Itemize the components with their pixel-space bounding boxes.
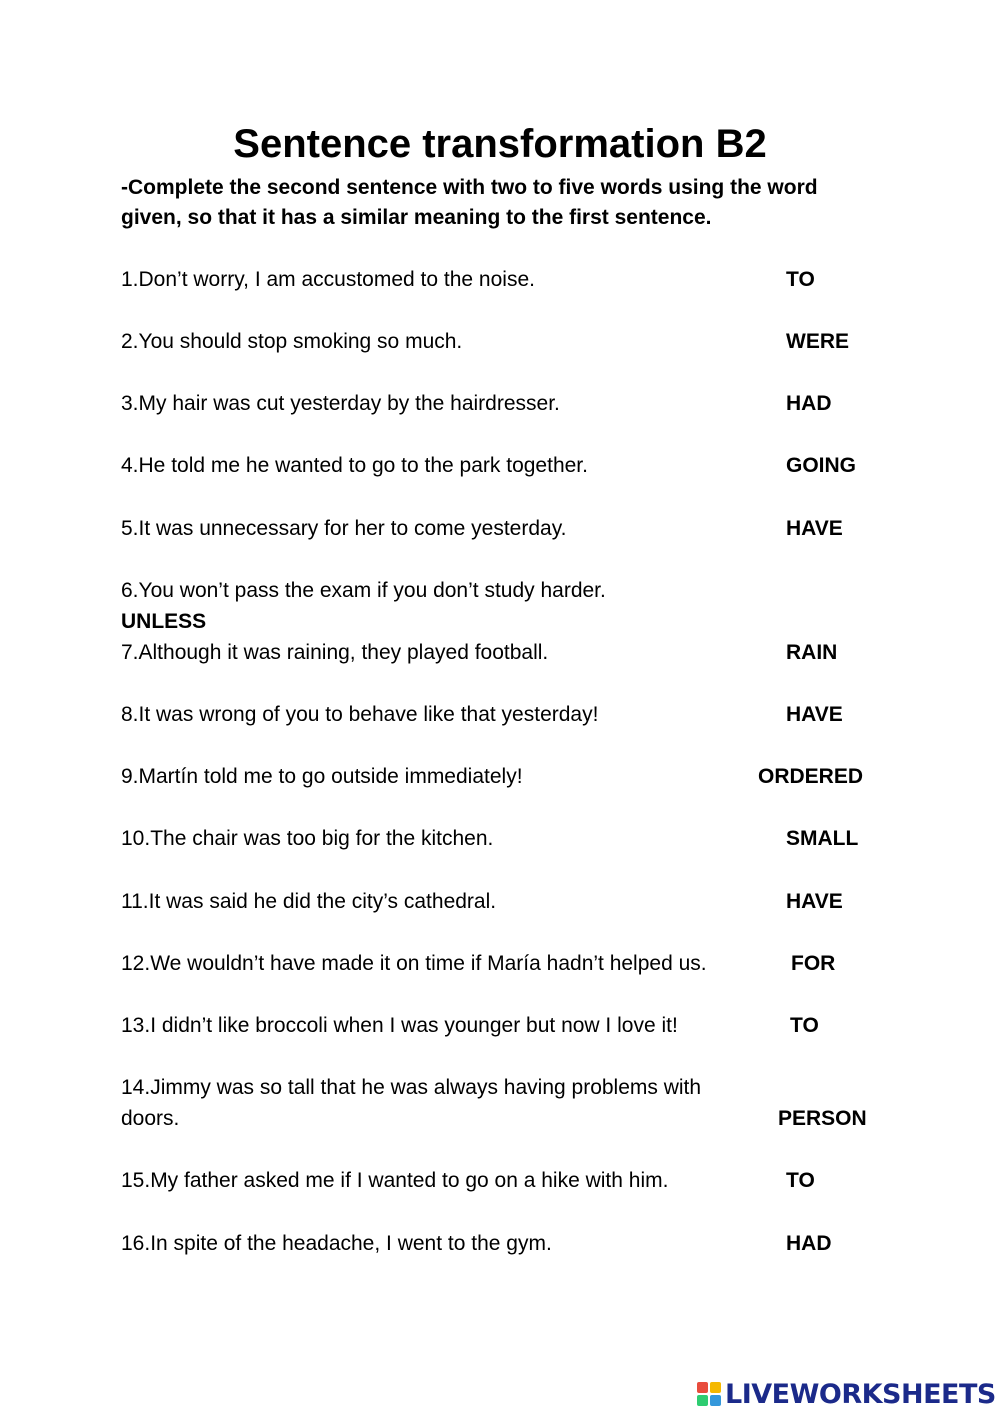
key-word-8: HAVE <box>786 703 843 726</box>
page-title: Sentence transformation B2 <box>233 122 767 166</box>
exercise-sentence-11: 11.It was said he did the city’s cathedral. <box>121 890 497 913</box>
instructions: -Complete the second sentence with two to five words using the word given, so that it has a similar meaning to the first sentence. <box>121 176 818 229</box>
key-word-1: TO <box>786 268 815 291</box>
exercise-sentence-6: 6.You won’t pass the exam if you don’t study harder. <box>121 579 606 602</box>
exercise-sentence-8: 8.It was wrong of you to behave like that yesterday! <box>121 703 599 726</box>
key-word-3: HAD <box>786 392 832 415</box>
exercise-sentence-15: 15.My father asked me if I wanted to go on a hike with him. <box>121 1169 669 1192</box>
key-word-10: SMALL <box>786 827 859 850</box>
key-word-13: TO <box>790 1014 819 1037</box>
key-word-15: TO <box>786 1169 815 1192</box>
key-word-11: HAVE <box>786 890 843 913</box>
exercise-sentence-9: 9.Martín told me to go outside immediately! <box>121 765 523 788</box>
exercise-sentence-3: 3.My hair was cut yesterday by the hairdresser. <box>121 392 560 415</box>
liveworksheets-logo <box>697 1376 996 1412</box>
exercise-sentence-16: 16.In spite of the headache, I went to the gym. <box>121 1232 552 1255</box>
key-word-4: GOING <box>786 454 857 477</box>
key-word-6: UNLESS <box>121 610 207 633</box>
exercise-sentence-2: 2.You should stop smoking so much. <box>121 330 463 353</box>
key-word-16: HAD <box>786 1232 832 1255</box>
key-word-5: HAVE <box>786 517 843 540</box>
exercise-sentence-5: 5.It was unnecessary for her to come yesterday. <box>121 517 567 540</box>
exercise-sentence-1: 1.Don’t worry, I am accustomed to the noise. <box>121 268 535 291</box>
key-word-12: FOR <box>791 952 836 975</box>
key-word-14: PERSON <box>778 1107 867 1130</box>
logo-text: LIVEWORKSHEETS <box>725 1378 996 1410</box>
exercise-sentence-7: 7.Although it was raining, they played football. <box>121 641 549 664</box>
exercise-sentence-12: 12.We wouldn’t have made it on time if María hadn’t helped us. <box>121 952 707 975</box>
logo-mark-icon <box>697 1382 721 1406</box>
key-word-7: RAIN <box>786 641 838 664</box>
key-word-2: WERE <box>786 330 849 353</box>
key-word-9: ORDERED <box>758 765 864 788</box>
exercise-sentence-10: 10.The chair was too big for the kitchen. <box>121 827 494 850</box>
exercise-sentence-13: 13.I didn’t like broccoli when I was younger but now I love it! <box>121 1014 678 1037</box>
exercise-sentence-14-continued: doors. <box>121 1107 180 1130</box>
exercise-sentence-14: 14.Jimmy was so tall that he was always having problems with <box>121 1076 702 1099</box>
exercise-sentence-4: 4.He told me he wanted to go to the park together. <box>121 454 588 477</box>
